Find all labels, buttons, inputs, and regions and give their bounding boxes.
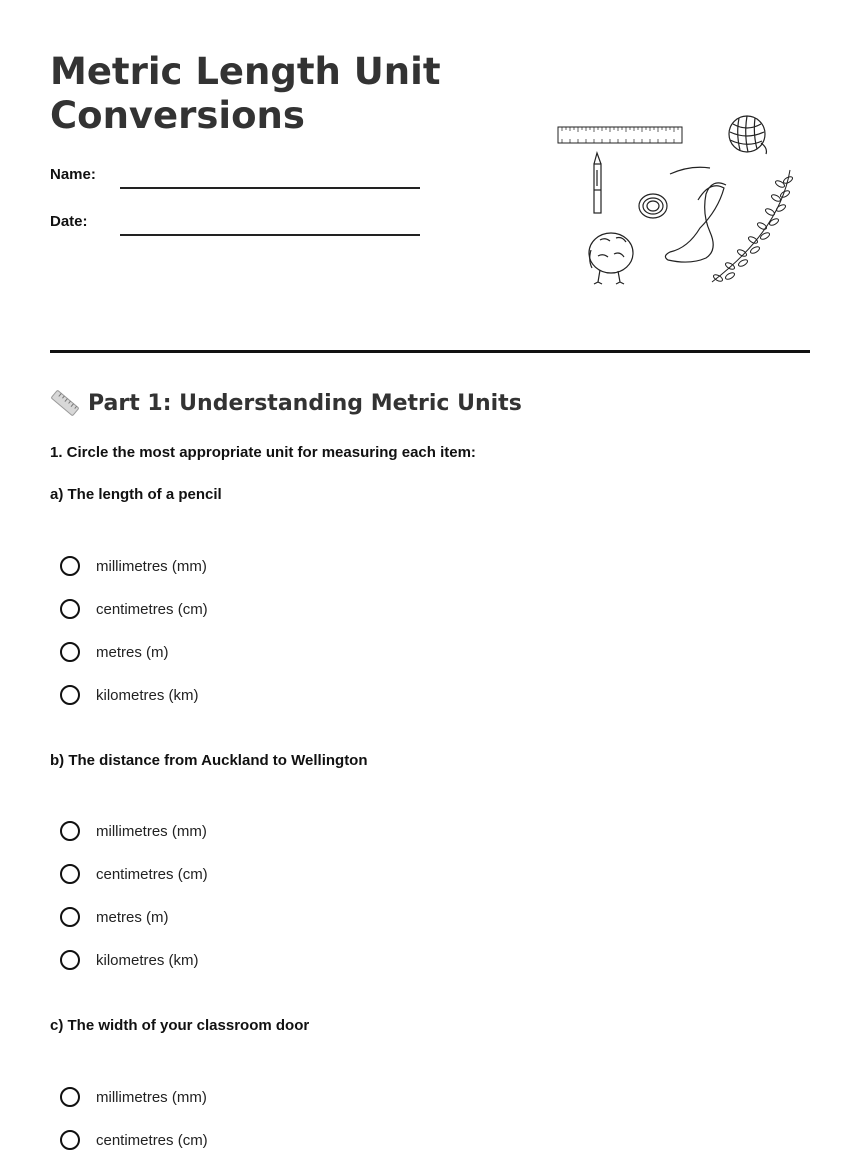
option-a-mm[interactable] (60, 554, 207, 578)
radio-circle[interactable] (60, 821, 80, 841)
option-label: millimetres (mm) (96, 822, 207, 840)
question-a: a) The length of a pencil (50, 486, 222, 503)
option-b-m[interactable] (60, 905, 169, 929)
section-heading (50, 388, 522, 418)
date-field[interactable] (120, 234, 420, 236)
page-title: Metric Length Unit Conversions (50, 50, 441, 137)
option-b-mm[interactable] (60, 819, 207, 843)
radio-circle[interactable] (60, 685, 80, 705)
option-a-cm[interactable] (60, 597, 208, 621)
question-c: c) The width of your classroom door (50, 1017, 310, 1034)
radio-circle[interactable] (60, 556, 80, 576)
radio-circle[interactable] (60, 1087, 80, 1107)
option-label: centimetres (cm) (96, 600, 208, 618)
option-a-km[interactable] (60, 683, 199, 707)
measuring-objects-illustration (550, 110, 800, 295)
option-label: metres (m) (96, 908, 169, 926)
option-c-mm[interactable] (60, 1085, 207, 1109)
radio-circle[interactable] (60, 599, 80, 619)
option-b-cm[interactable] (60, 862, 208, 886)
section-title: Part 1: Understanding Metric Units (88, 390, 522, 416)
yarn-ball-icon (729, 116, 766, 154)
name-field[interactable] (120, 187, 420, 189)
ruler-icon (558, 127, 682, 143)
option-a-m[interactable] (60, 640, 169, 664)
instruction-text: 1. Circle the most appropriate unit for measuring each item: (50, 444, 476, 461)
date-label: Date: (50, 213, 88, 230)
option-label: millimetres (mm) (96, 557, 207, 575)
option-b-km[interactable] (60, 948, 199, 972)
radio-circle[interactable] (60, 1130, 80, 1150)
option-label: centimetres (cm) (96, 1131, 208, 1149)
option-label: kilometres (km) (96, 686, 199, 704)
option-label: kilometres (km) (96, 951, 199, 969)
radio-circle[interactable] (60, 907, 80, 927)
string-icon (665, 167, 726, 262)
name-label: Name: (50, 166, 96, 183)
section-divider (50, 350, 810, 353)
rubber-band-icon (639, 194, 667, 218)
fern-icon (712, 170, 794, 283)
option-label: centimetres (cm) (96, 865, 208, 883)
option-label: millimetres (mm) (96, 1088, 207, 1106)
radio-circle[interactable] (60, 864, 80, 884)
option-label: metres (m) (96, 643, 169, 661)
radio-circle[interactable] (60, 642, 80, 662)
question-b: b) The distance from Auckland to Wellington (50, 752, 368, 769)
option-c-cm[interactable] (60, 1128, 208, 1152)
ruler-icon (50, 388, 80, 418)
pencil-icon (594, 153, 601, 213)
kiwi-bird-icon (589, 233, 633, 284)
radio-circle[interactable] (60, 950, 80, 970)
